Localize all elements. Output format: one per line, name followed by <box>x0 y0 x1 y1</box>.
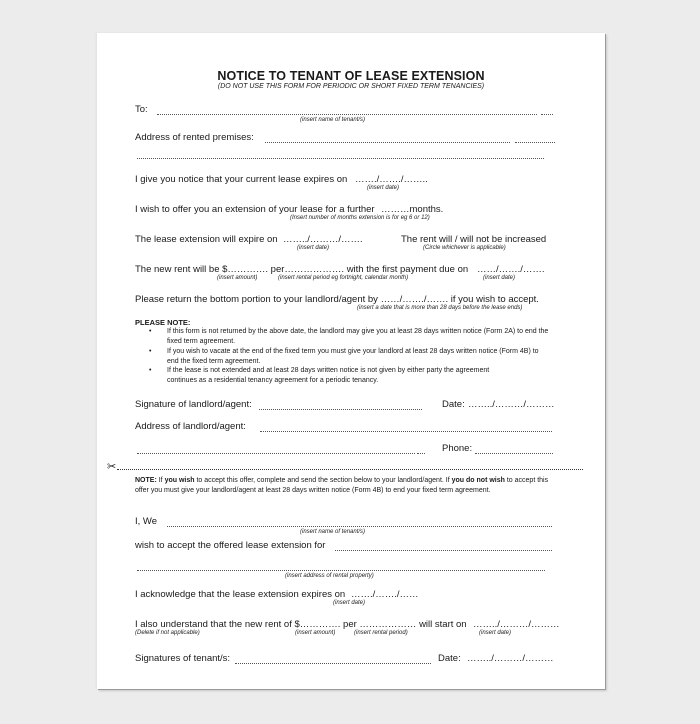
new-rent-hint-amount: (insert amount) <box>217 275 258 281</box>
return-hint: (insert a date that is more than 28 days before the lease ends) <box>357 305 523 311</box>
please-note-title: PLEASE NOTE: <box>135 318 191 327</box>
understand-line: I also understand that the new rent of $…………. per ……………… will start on <box>135 619 467 630</box>
landlord-signature-field[interactable] <box>259 409 422 410</box>
to-label: To: <box>135 104 148 115</box>
bullet-icon: • <box>149 348 152 355</box>
notice-line: I give you notice that your current lease expires on <box>135 174 348 185</box>
document-subtitle: (DO NOT USE THIS FORM FOR PERIODIC OR SHORT FIXED TERM TENANCIES) <box>217 83 485 90</box>
accept-line: wish to accept the offered lease extension for <box>135 540 326 551</box>
notice-hint: (insert date) <box>367 185 400 191</box>
address-hint: (insert address of rental property) <box>285 573 374 579</box>
acknowledge-line: I acknowledge that the lease extension expires on <box>135 589 346 600</box>
please-note-item: If this form is not returned by the above date, the landlord may give you at least 28 days written notice (Form 2A) to end the fixed term agreement. <box>167 328 549 345</box>
landlord-address-field-2b <box>417 453 425 454</box>
to-hint: (insert name of tenant/s) <box>300 117 366 123</box>
address-field-2[interactable] <box>137 158 544 159</box>
understand-hint-period: (insert rental period) <box>354 630 408 636</box>
address-label: Address of rented premises: <box>135 132 254 143</box>
scissors-icon: ✂ <box>107 461 117 473</box>
to-field-end <box>541 114 553 115</box>
accept-address-field-2[interactable] <box>137 570 545 571</box>
accept-address-field-1[interactable] <box>335 550 552 551</box>
expire-hint: (insert date) <box>297 245 330 251</box>
bullet-icon: • <box>149 328 152 335</box>
tenant-name-field[interactable] <box>167 526 552 527</box>
tenant-signature-field[interactable] <box>235 663 431 664</box>
understand-date-field[interactable]: ……../………/……… <box>473 619 560 630</box>
bullet-icon: • <box>149 367 152 374</box>
i-we-label: I, We <box>135 516 157 527</box>
new-rent-hint-period: (insert rental period eg fortnight, calendar month) <box>278 275 409 281</box>
phone-label: Phone: <box>442 443 473 454</box>
landlord-date-label: Date: <box>442 399 465 410</box>
understand-hint-date: (insert date) <box>479 630 512 636</box>
expire-date-field[interactable]: ……../………/……. <box>283 234 363 245</box>
document-page <box>97 33 605 689</box>
return-line: Please return the bottom portion to your landlord/agent by ……/……./……. if you wish to accept. <box>135 294 539 305</box>
new-rent-date-field[interactable]: ……/……./……. <box>477 264 545 275</box>
note-prefix: NOTE: <box>135 477 157 484</box>
to-field[interactable] <box>157 114 537 115</box>
phone-field[interactable] <box>475 453 553 454</box>
offer-months-field[interactable]: ………months. <box>381 204 444 215</box>
tenant-date-field[interactable]: ……../………/……… <box>467 653 554 664</box>
landlord-address-field-2[interactable] <box>137 453 415 454</box>
cut-line <box>117 469 583 470</box>
new-rent-line: The new rent will be $…………. per………………. with the first payment due on <box>135 264 469 275</box>
expire-line: The lease extension will expire on <box>135 234 278 245</box>
understand-hint-amount: (insert amount) <box>295 630 336 636</box>
offer-line: I wish to offer you an extension of your lease for a further <box>135 204 375 215</box>
acknowledge-hint: (insert date) <box>333 600 366 606</box>
i-we-hint: (insert name of tenant/s) <box>300 529 366 535</box>
please-note-item: If the lease is not extended and at least 28 days written notice is not given by either party the agreement continues as a residential tenancy agreement for a periodic tenancy. <box>167 367 490 384</box>
rent-choice[interactable]: The rent will / will not be increased <box>401 234 547 245</box>
tenant-signature-label: Signatures of tenant/s: <box>135 653 231 664</box>
landlord-address-field-1[interactable] <box>260 431 552 432</box>
new-rent-hint-date: (insert date) <box>483 275 516 281</box>
document-title: NOTICE TO TENANT OF LEASE EXTENSION <box>217 69 485 83</box>
offer-hint: (Insert number of months extension is for eg 6 or 12) <box>290 215 430 221</box>
tenant-date-label: Date: <box>438 653 461 664</box>
address-field-1[interactable] <box>265 142 510 143</box>
landlord-signature-label: Signature of landlord/agent: <box>135 399 252 410</box>
landlord-date-field[interactable]: ……../………/……… <box>468 399 555 410</box>
acknowledge-date-field[interactable]: ……./……./…… <box>351 589 419 600</box>
tear-off-note: NOTE: If you wish to accept this offer, complete and send the section below to your landlord/agent. If you do not wish to accept this offer you must give your landlord/agent at least 28 days written notice (Form 4B) to end your fixed term agreement. <box>135 477 549 494</box>
landlord-address-label: Address of landlord/agent: <box>135 421 246 432</box>
notice-date-field[interactable]: ……./……./…….. <box>355 174 428 185</box>
delete-hint: (Delete if not applicable) <box>135 630 200 636</box>
address-field-1b[interactable] <box>515 142 555 143</box>
please-note-item: If you wish to vacate at the end of the fixed term you must give your landlord at least 28 days written notice (Form 4B) to end the fixed term agreement. <box>167 348 539 365</box>
rent-choice-hint: (Circle whichever is applicable) <box>423 245 506 251</box>
